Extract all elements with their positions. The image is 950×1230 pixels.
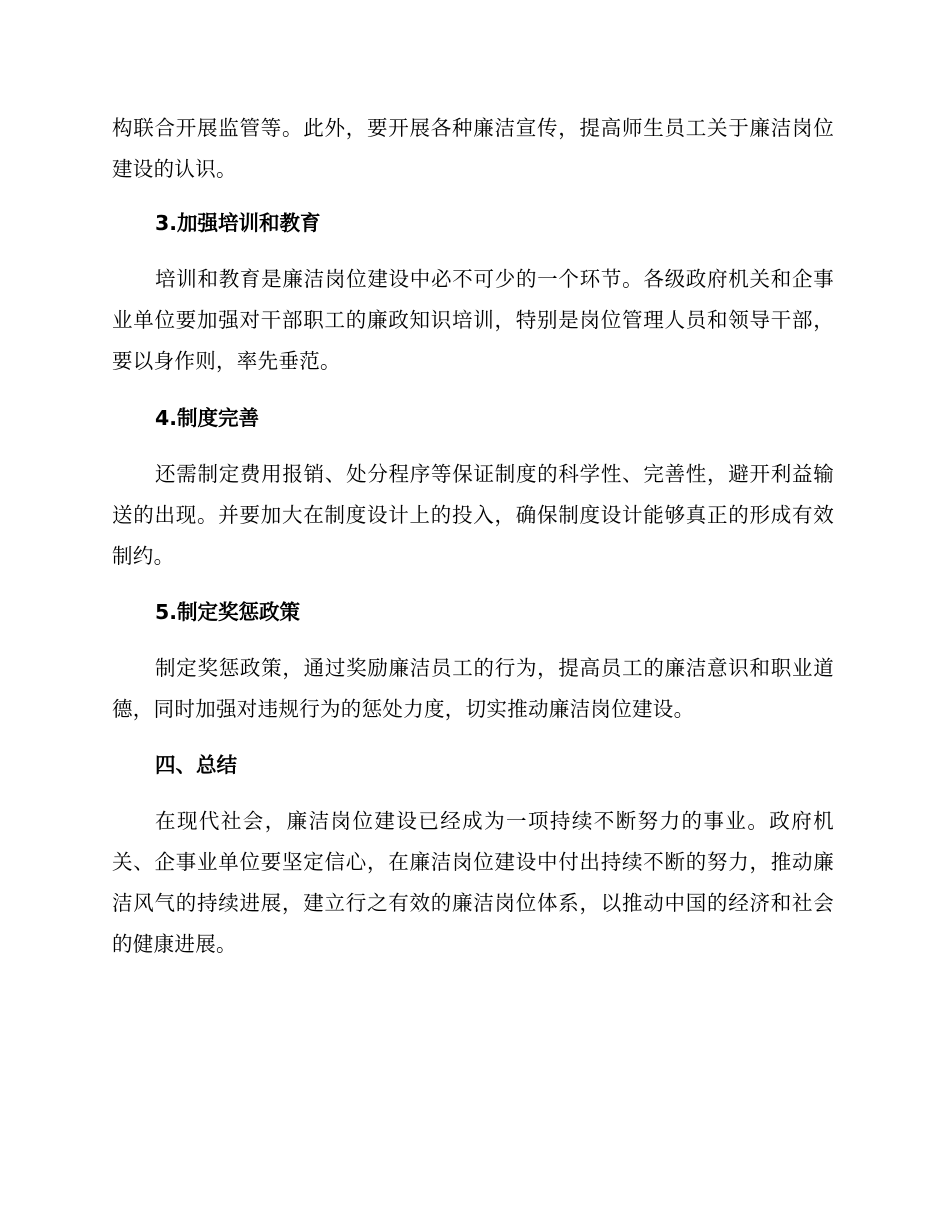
- continuation-paragraph: 构联合开展监管等。此外，要开展各种廉洁宣传，提高师生员工关于廉洁岗位建设的认识。: [112, 116, 834, 181]
- section-body-system: 还需制定费用报销、处分程序等保证制度的科学性、完善性，避开利益输送的出现。并要加大在制度设计上的投入，确保制度设计能够真正的形成有效制约。: [112, 462, 834, 568]
- section-heading-reward-punishment: 5.制定奖惩政策: [155, 600, 301, 624]
- section-body-summary: 在现代社会，廉洁岗位建设已经成为一项持续不断努力的事业。政府机关、企事业单位要坚定信心，在廉洁岗位建设中付出持续不断的努力，推动廉洁风气的持续进展，建立行之有效的廉洁岗位体系，以推动中国的经济和社会的健康进展。: [112, 809, 834, 956]
- section-heading-system: 4.制度完善: [155, 406, 260, 430]
- section-heading-training: 3.加强培训和教育: [155, 211, 321, 235]
- section-heading-summary: 四、总结: [155, 753, 237, 777]
- section-body-reward-punishment: 制定奖惩政策，通过奖励廉洁员工的行为，提高员工的廉洁意识和职业道德，同时加强对违规行为的惩处力度，切实推动廉洁岗位建设。: [112, 656, 834, 721]
- section-body-training: 培训和教育是廉洁岗位建设中必不可少的一个环节。各级政府机关和企事业单位要加强对干部职工的廉政知识培训，特别是岗位管理人员和领导干部，要以身作则，率先垂范。: [112, 267, 834, 373]
